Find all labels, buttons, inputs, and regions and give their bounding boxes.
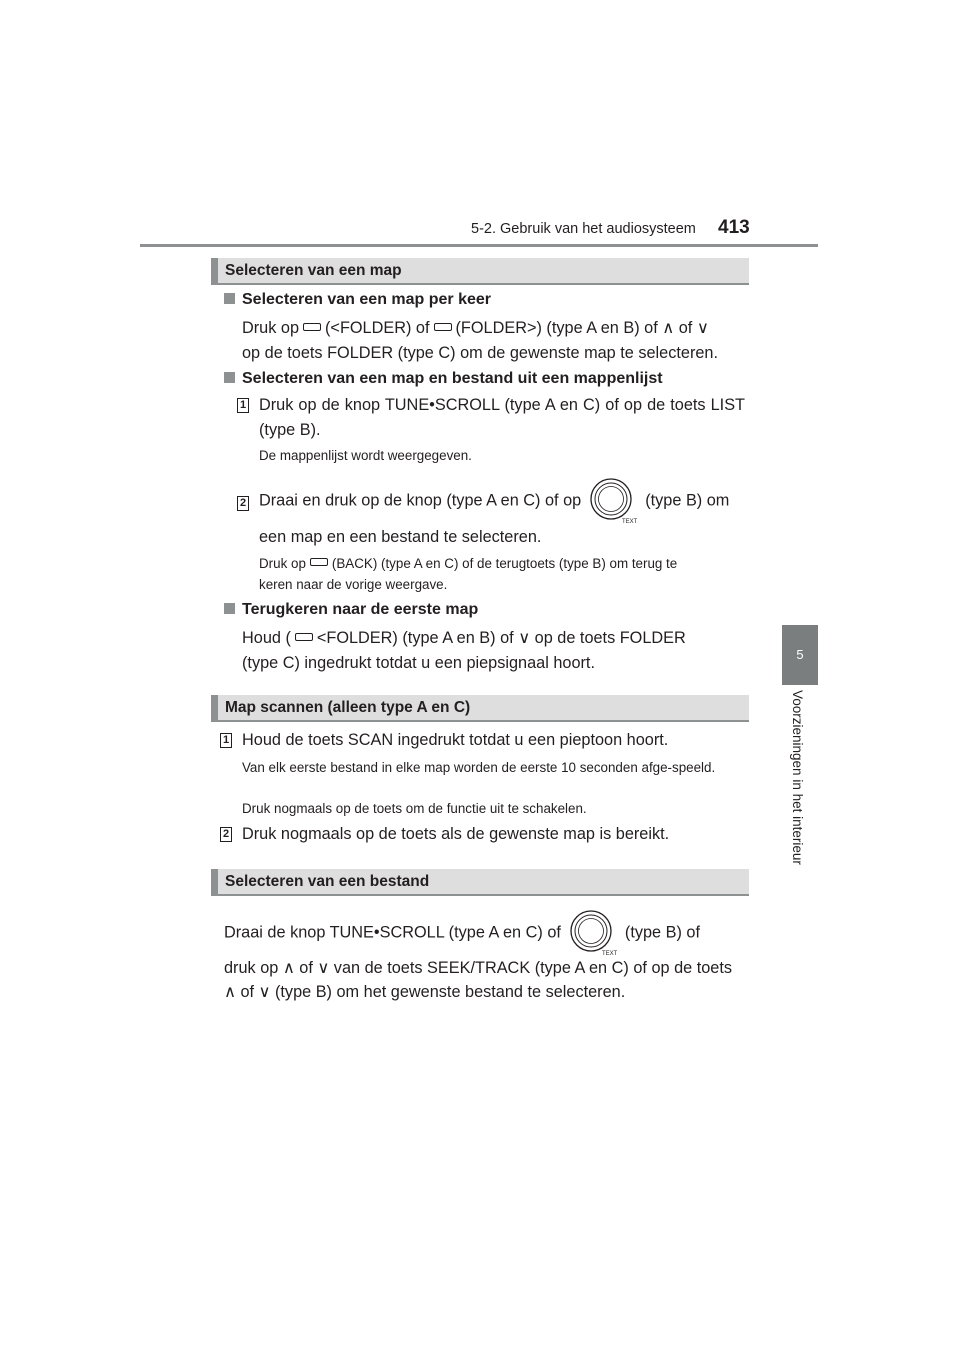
tune-knob-icon — [569, 909, 617, 957]
paragraph-bestand-line: ∧ of ∨ (type B) om het gewenste bestand te selecteren. — [224, 983, 626, 1001]
chapter-tab: 5 — [782, 625, 818, 685]
section-heading-bestand: Selecteren van een bestand — [211, 869, 749, 896]
step-number: 1 — [220, 733, 232, 748]
section-heading-map: Selecteren van een map — [211, 258, 749, 285]
subheading-eerste-map: Terugkeren naar de eerste map — [224, 601, 478, 619]
step-text: Druk nogmaals op de toets als de gewenste map is bereikt. — [242, 825, 670, 843]
section-heading-scan: Map scannen (alleen type A en C) — [211, 695, 749, 722]
chapter-title — [775, 690, 823, 890]
step-text: Houd de toets SCAN ingedrukt totdat u een pieptoon hoort. — [242, 731, 669, 749]
paragraph-bestand: Draai de knop TUNE•SCROLL (type A en C) of TEXT (type B) of — [224, 909, 746, 957]
running-header-section: 5-2. Gebruik van het audiosysteem — [471, 221, 696, 237]
square-bullet-icon — [224, 372, 235, 383]
step-note: De mappenlijst wordt weergegeven. — [259, 448, 472, 463]
square-bullet-icon — [224, 603, 235, 614]
paragraph-bestand-line: druk op ∧ of ∨ van de toets SEEK/TRACK (type A en C) of op de toets — [224, 959, 733, 977]
svg-text:TEXT: TEXT — [601, 951, 617, 957]
step-note: Druk op (BACK) (type A en C) of de terugtoets (type B) om terug te keren naar de vorige weergave. — [259, 556, 678, 592]
step-text: een map en een bestand te selecteren. — [259, 528, 542, 546]
step-text: Draai en druk op de knop (type A en C) of op TEXT (type B) om — [259, 477, 759, 525]
step-text: Druk op de knop TUNE•SCROLL (type A en C) of op de toets LIST (type B). — [259, 396, 745, 439]
back-button-icon — [310, 558, 328, 566]
step-number: 1 — [237, 398, 249, 413]
step-note: Druk nogmaals op de toets om de functie uit te schakelen. — [242, 801, 587, 816]
square-bullet-icon — [224, 293, 235, 304]
chapter-title-text: Voorzieningen in het interieur — [790, 690, 805, 865]
seek-button-icon — [303, 323, 321, 331]
tune-knob-icon — [589, 477, 637, 525]
seek-button-icon — [295, 633, 313, 641]
page-number: 413 — [718, 217, 750, 238]
svg-text:TEXT: TEXT — [622, 519, 638, 525]
subheading-mappenlijst: Selecteren van een map en bestand uit een mappenlijst — [224, 370, 663, 388]
step-number: 2 — [220, 827, 232, 842]
seek-button-icon — [434, 323, 452, 331]
step-number: 2 — [237, 496, 249, 511]
paragraph-map-per-keer: Druk op (<FOLDER) of (FOLDER>) (type A en B) of ∧ of ∨ op de toets FOLDER (type C) om de gewenste map te selecteren. — [242, 319, 719, 362]
header-rule — [140, 244, 818, 247]
subheading-map-per-keer: Selecteren van een map per keer — [224, 291, 491, 309]
paragraph-eerste-map: Houd ( <FOLDER) (type A en B) of ∨ op de toets FOLDER (type C) ingedrukt totdat u een piepsignaal hoort. — [242, 629, 686, 672]
step-note: Van elk eerste bestand in elke map worden de eerste 10 seconden afge-speeld. — [242, 760, 716, 775]
